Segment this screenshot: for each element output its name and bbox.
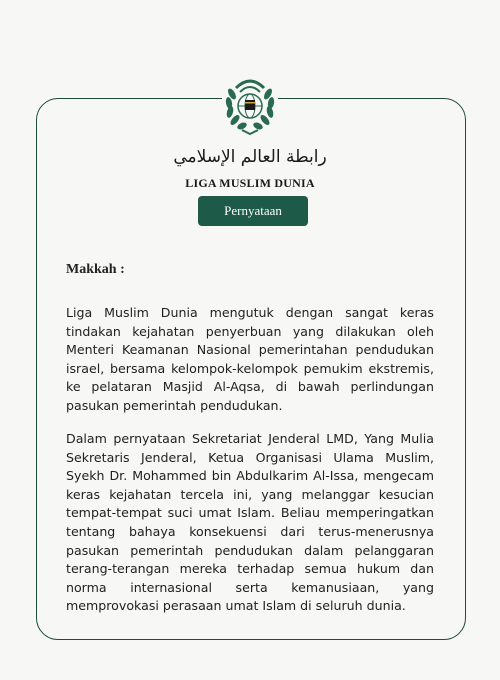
statement-badge: Pernyataan xyxy=(198,196,308,226)
mwl-emblem-icon xyxy=(222,72,278,136)
org-arabic-wordmark xyxy=(173,140,327,170)
svg-text:رابطة العالم الإسلامي: رابطة العالم الإسلامي xyxy=(173,147,327,167)
org-name: LIGA MUSLIM DUNIA xyxy=(185,176,315,190)
statement-paragraph: Liga Muslim Dunia mengutuk dengan sangat keras tindakan kejahatan penyerbuan yang dilakukan oleh Menteri Keamanan Nasional pemerintahan pendudukan israel, bersama kelompok-kelompok pemukim ekstremis, ke pelataran Masjid Al-Aqsa, di bawah perlindungan pasukan pemerintah pendudukan. xyxy=(66,305,434,413)
statement-paragraph: Dalam pernyataan Sekretariat Jenderal LMD, Yang Mulia Sekretaris Jenderal, Ketua Organisasi Ulama Muslim, Syekh Dr. Mohammed bin Abdulkarim Al-Issa, mengecam keras kejahatan tercela ini, yang melanggar kesucian tempat-tempat suci umat Islam. Beliau memperingatkan tentang bahaya konsekuensi dari terus-menerusnya pasukan pemerintah pendudukan dalam pelanggaran terang-terangan mereka terhadap semua hukum dan norma internasional serta kemanusiaan, yang memprovokasi perasaan umat Islam di seluruh dunia. xyxy=(66,431,434,614)
dateline: Makkah : xyxy=(66,262,125,277)
